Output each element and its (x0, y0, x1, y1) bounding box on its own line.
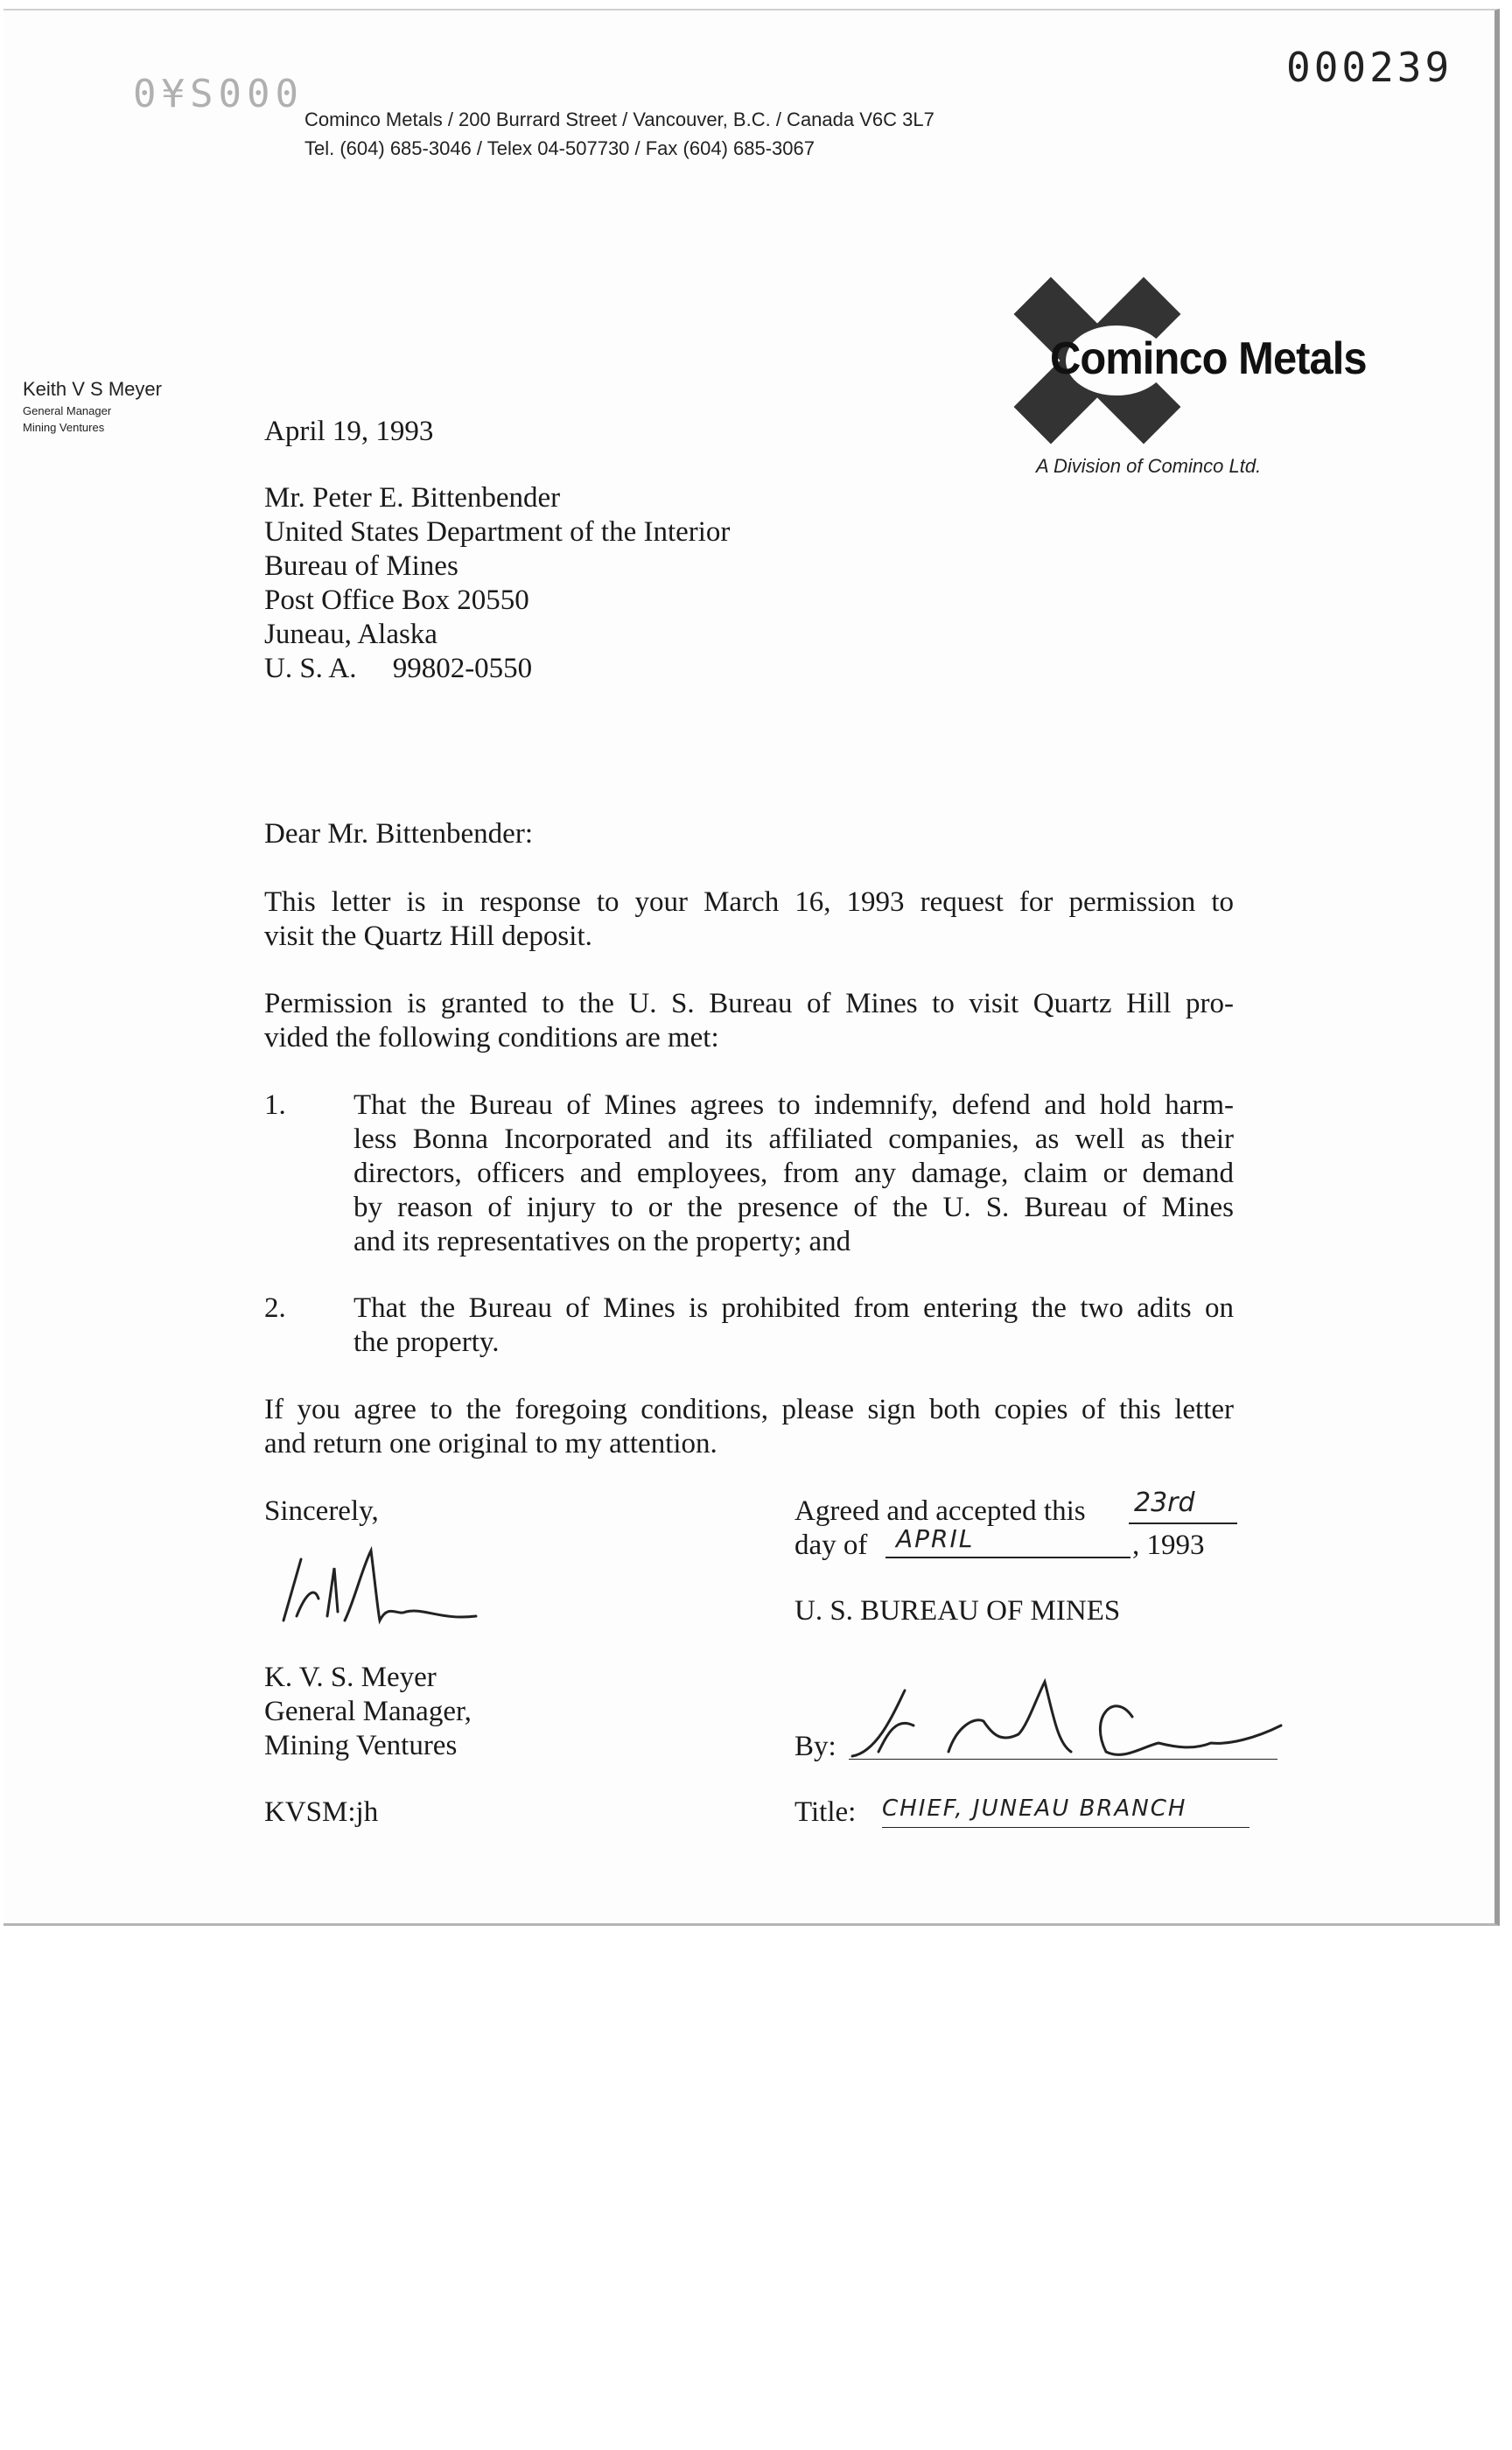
letterhead-address: Cominco Metals / 200 Burrard Street / Vancouver, B.C. / Canada V6C 3L7 (304, 108, 934, 130)
condition-line: and its representatives on the property; and (354, 1226, 851, 1257)
recipient-line: U. S. A. 99802-0550 (264, 653, 533, 684)
condition-2-number: 2. (264, 1292, 286, 1324)
condition-2-text (354, 1292, 1234, 1360)
closing-title: General Manager, (264, 1696, 472, 1727)
closing-sincerely: Sincerely, (264, 1495, 379, 1527)
paragraph-line: visit the Quartz Hill deposit. (264, 920, 592, 952)
recipient-line: Bureau of Mines (264, 550, 458, 582)
condition-line: That the Bureau of Mines is prohibited from entering the two adits on (354, 1292, 1234, 1324)
title-line (882, 1827, 1250, 1828)
letterhead-contact: Tel. (604) 685-3046 / Telex 04-507730 / Fax (604) 685-3067 (304, 137, 815, 159)
closing-initials: KVSM:jh (264, 1796, 379, 1828)
title-label: Title: (794, 1796, 857, 1828)
condition-1-number: 1. (264, 1089, 286, 1121)
recipient-line: United States Department of the Interior (264, 516, 731, 548)
closing-department: Mining Ventures (264, 1730, 458, 1761)
condition-line: less Bonna Incorporated and its affiliated companies, as well as their (354, 1124, 1234, 1155)
acceptance-organization: U. S. BUREAU OF MINES (794, 1595, 1121, 1627)
salutation: Dear Mr. Bittenbender: (264, 818, 533, 850)
handwritten-month: APRIL (896, 1524, 975, 1553)
sender-department: Mining Ventures (23, 421, 105, 434)
logo-wordmark: Cominco Metals (1050, 333, 1367, 384)
sender-block (23, 376, 162, 436)
paragraph-line: and return one original to my attention. (264, 1428, 718, 1460)
letter-page (4, 9, 1500, 1926)
paragraph-line: vided the following conditions are met: (264, 1022, 719, 1054)
recipient-line: Post Office Box 20550 (264, 584, 529, 616)
condition-line: the property. (354, 1326, 500, 1358)
recipient-line: Mr. Peter E. Bittenbender (264, 482, 561, 514)
logo-division: A Division of Cominco Ltd. (1036, 455, 1262, 477)
handwritten-title: CHIEF, JUNEAU BRANCH (882, 1796, 1187, 1822)
closing-name: K. V. S. Meyer (264, 1662, 437, 1693)
sender-name: Keith V S Meyer (23, 378, 162, 400)
by-signature-line (849, 1759, 1278, 1760)
letterhead (304, 105, 934, 163)
sender-title: General Manager (23, 404, 112, 417)
bates-stamp-left: 0¥S000 (133, 72, 304, 116)
acceptance-agreed-text: Agreed and accepted this (794, 1495, 1086, 1527)
acceptance-year: , 1993 (1132, 1530, 1205, 1561)
bureau-signature (844, 1673, 1298, 1769)
recipient-address (264, 481, 730, 686)
month-blank-line (886, 1557, 1130, 1558)
acceptance-day-of: day of (794, 1530, 868, 1561)
condition-1-text (354, 1088, 1234, 1259)
day-blank-line (1129, 1522, 1237, 1524)
by-label: By: (794, 1731, 836, 1762)
paragraph-1 (264, 886, 1234, 954)
sender-signature (266, 1533, 528, 1664)
letter-date: April 19, 1993 (264, 416, 434, 447)
company-logo (1001, 273, 1368, 483)
condition-line: directors, officers and employees, from any damage, claim or demand (354, 1158, 1234, 1189)
handwritten-day: 23rd (1134, 1488, 1195, 1518)
condition-line: by reason of injury to or the presence of the U. S. Bureau of Mines (354, 1192, 1234, 1223)
paragraph-3 (264, 1393, 1234, 1461)
paragraph-line: Permission is granted to the U. S. Bureau of Mines to visit Quartz Hill pro- (264, 988, 1234, 1019)
bates-stamp-right: 000239 (1286, 44, 1453, 91)
paragraph-line: If you agree to the foregoing conditions, please sign both copies of this letter (264, 1394, 1234, 1425)
recipient-line: Juneau, Alaska (264, 619, 438, 650)
condition-line: That the Bureau of Mines agrees to indemnify, defend and hold harm- (354, 1089, 1234, 1121)
paragraph-2 (264, 987, 1234, 1055)
paragraph-line: This letter is in response to your March 16, 1993 request for permission to (264, 886, 1234, 918)
